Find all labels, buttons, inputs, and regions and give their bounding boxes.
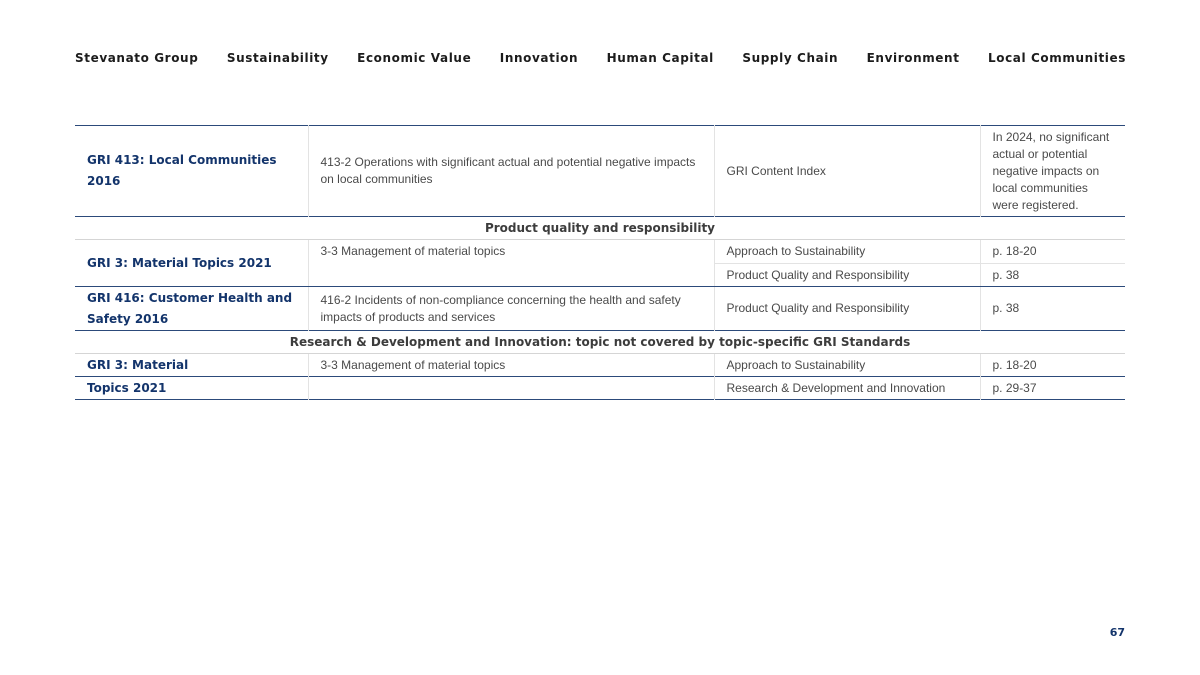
- nav-stevanato-group[interactable]: Stevanato Group: [75, 51, 199, 65]
- location-cell: Product Quality and Responsibility: [714, 287, 980, 331]
- page-number: 67: [1109, 626, 1125, 639]
- nav-environment[interactable]: Environment: [866, 51, 960, 65]
- location-cell: Approach to Sustainability: [714, 354, 980, 377]
- gri-standard-cell: Topics 2021: [87, 380, 167, 395]
- section-row: [75, 331, 1125, 354]
- table-row: [75, 126, 1125, 217]
- nav-innovation[interactable]: Innovation: [499, 51, 579, 65]
- page-cell: p. 29-37: [980, 377, 1125, 400]
- page-cell: p. 38: [980, 264, 1125, 287]
- location-cell: Research & Development and Innovation: [714, 377, 980, 400]
- table-row: [75, 377, 1125, 400]
- disclosure-cell: 416-2 Incidents of non-compliance concerning the health and safety impacts of products and services: [308, 287, 714, 331]
- page-cell: p. 18-20: [980, 240, 1125, 264]
- location-cell: GRI Content Index: [714, 126, 980, 217]
- disclosure-cell: 3-3 Management of material topics: [308, 354, 714, 377]
- table-row: [75, 287, 1125, 331]
- page-cell: In 2024, no significant actual or potential negative impacts on local communities were registered.: [980, 126, 1125, 217]
- nav-local-communities[interactable]: Local Communities: [988, 51, 1126, 65]
- gri-content-index-table: [75, 125, 1125, 400]
- section-heading: Research & Development and Innovation: topic not covered by topic-specific GRI Standards: [75, 331, 1125, 354]
- section-heading: Product quality and responsibility: [75, 217, 1125, 240]
- table-row: [75, 354, 1125, 377]
- location-cell: Product Quality and Responsibility: [714, 264, 980, 287]
- nav-economic-value[interactable]: Economic Value: [357, 51, 472, 65]
- disclosure-cell: 3-3 Management of material topics: [308, 240, 714, 287]
- nav-sustainability[interactable]: Sustainability: [226, 51, 329, 65]
- disclosure-cell: 413-2 Operations with significant actual and potential negative impacts on local communities: [308, 126, 714, 217]
- page-cell: p. 38: [980, 287, 1125, 331]
- nav-human-capital[interactable]: Human Capital: [606, 51, 714, 65]
- page-cell: p. 18-20: [980, 354, 1125, 377]
- section-row: [75, 217, 1125, 240]
- disclosure-cell-empty: [308, 377, 714, 400]
- location-cell: Approach to Sustainability: [714, 240, 980, 264]
- gri-standard-cell: GRI 3: Material Topics 2021: [75, 240, 308, 287]
- gri-standard-cell: GRI 3: Material: [87, 357, 189, 372]
- gri-standard-cell: GRI 413: Local Communities 2016: [87, 153, 277, 188]
- nav-supply-chain[interactable]: Supply Chain: [742, 51, 839, 65]
- table-row: [75, 240, 1125, 264]
- gri-standard-cell: GRI 416: Customer Health and Safety 2016: [87, 290, 293, 326]
- top-navigation: [75, 51, 1126, 65]
